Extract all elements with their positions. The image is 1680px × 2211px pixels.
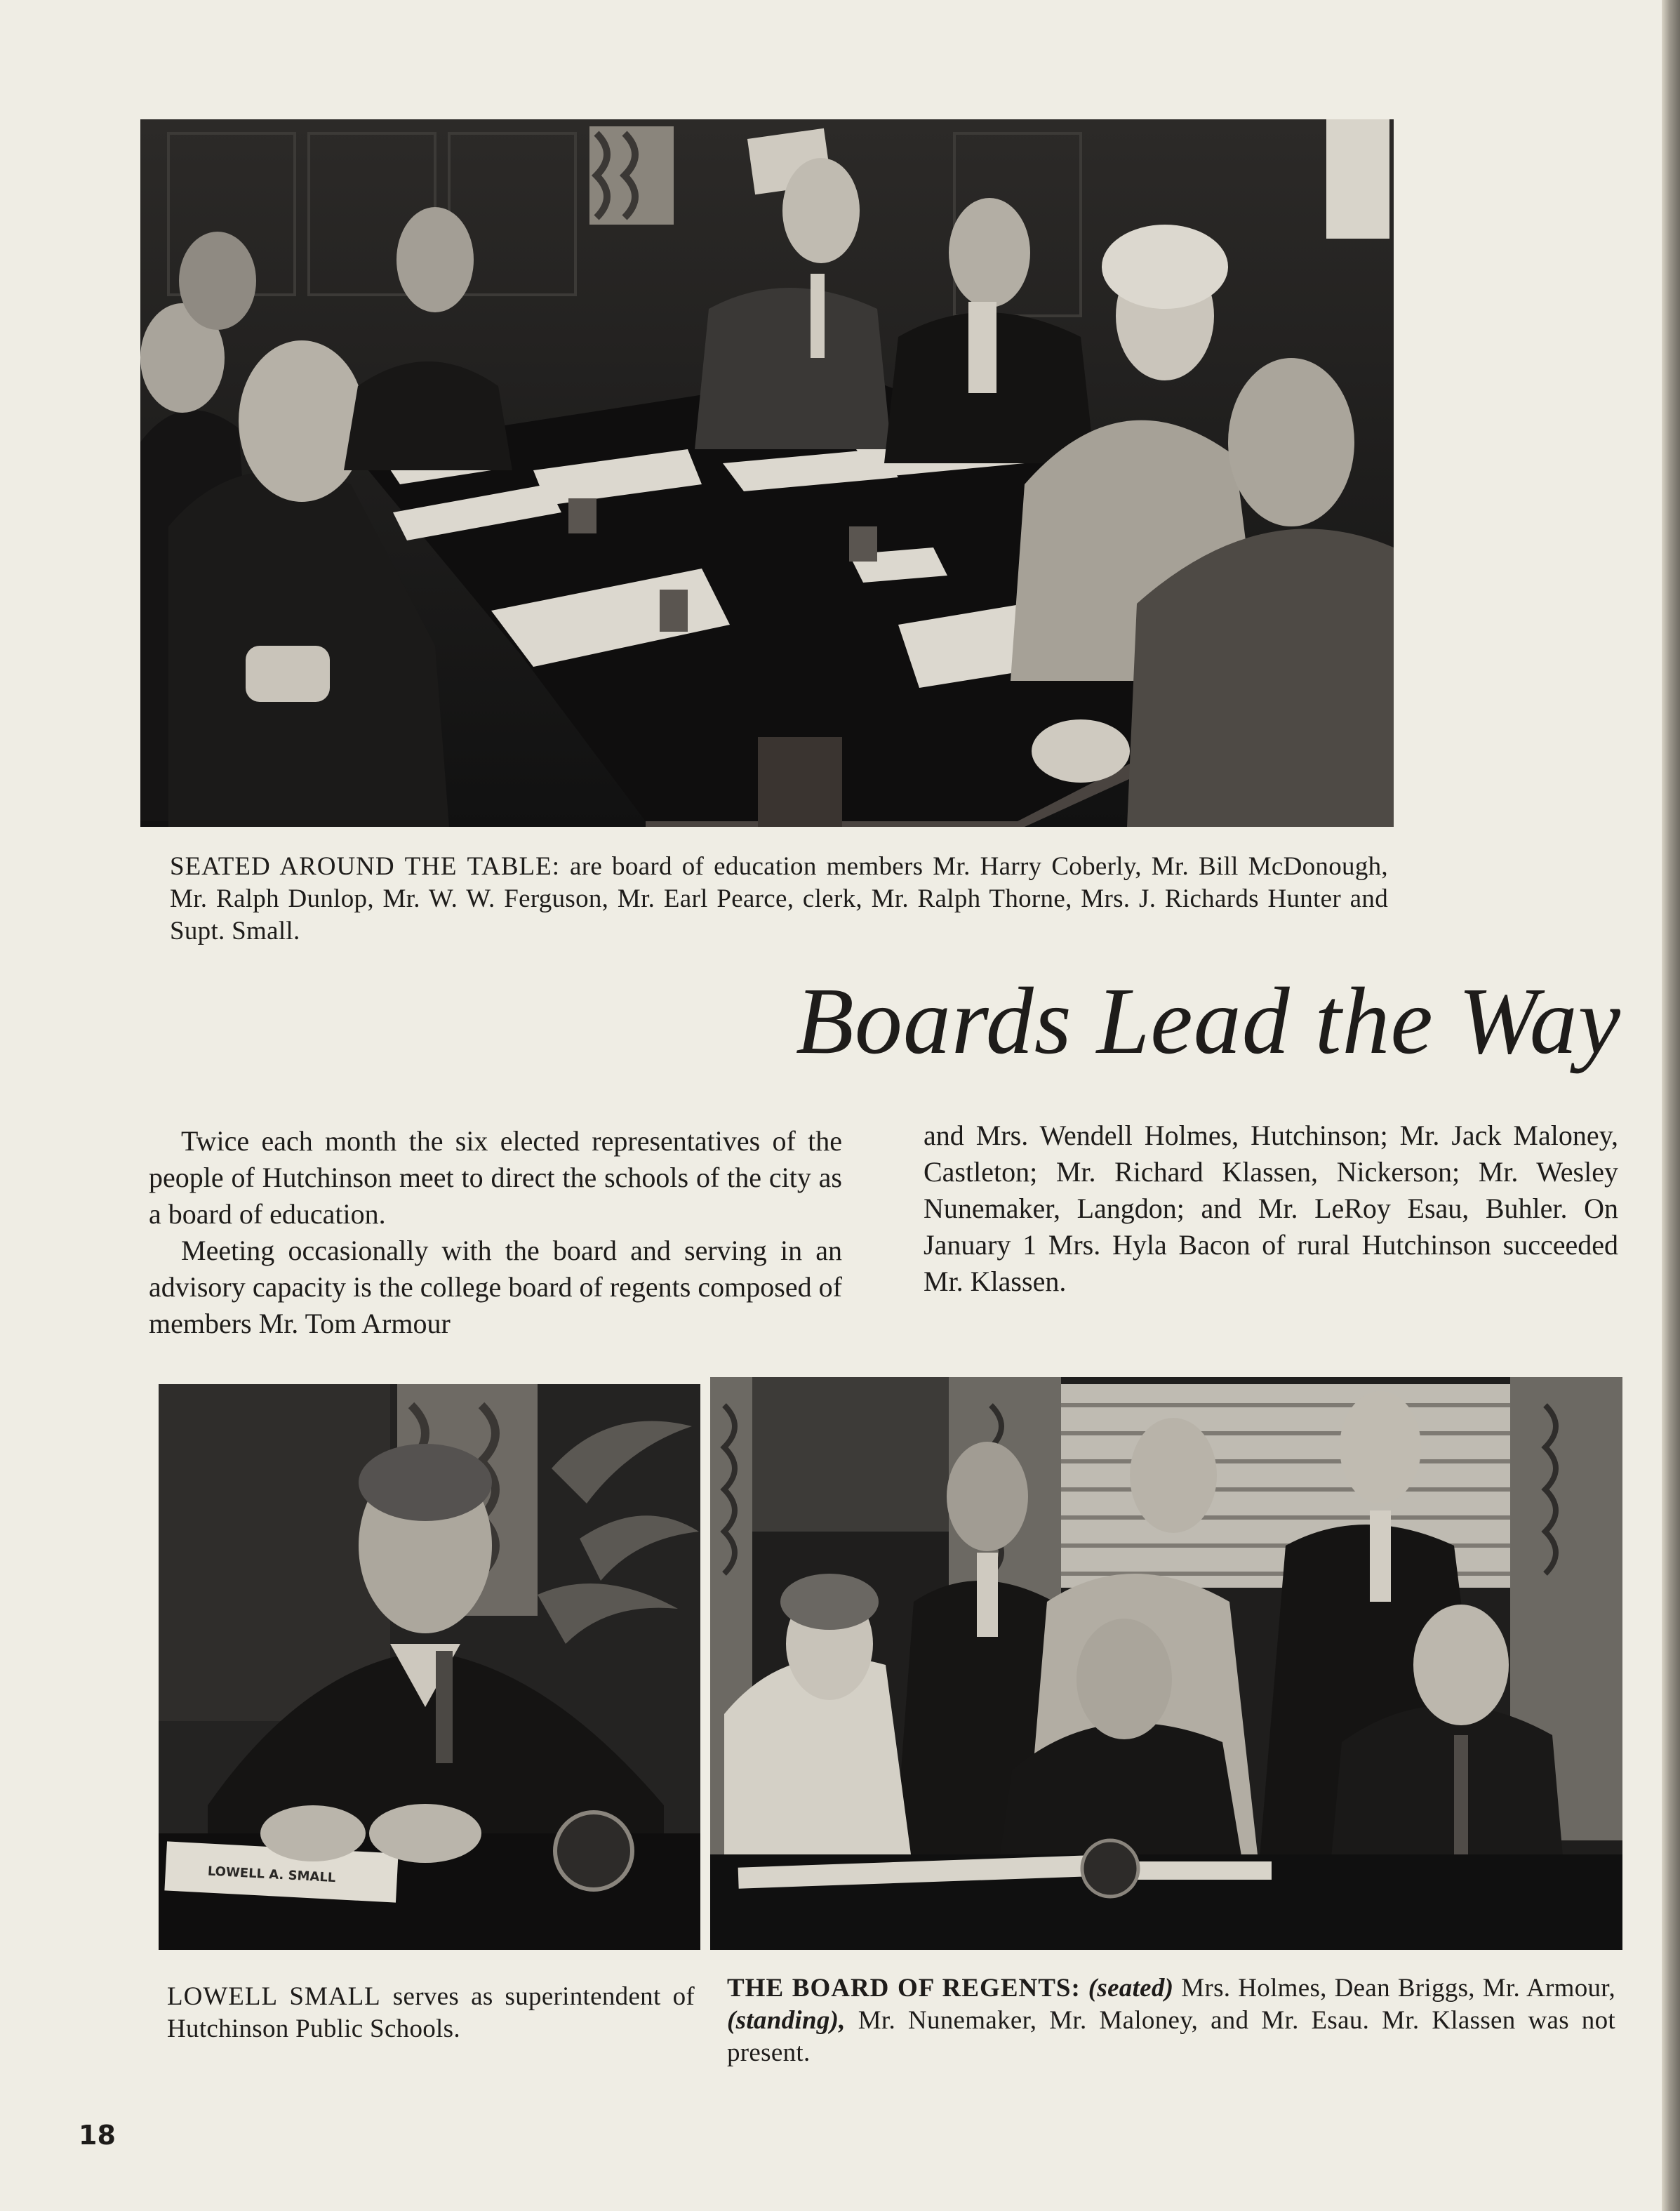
body-column-right — [924, 1117, 1618, 1300]
top-photo-caption — [170, 851, 1388, 948]
body-column-left — [149, 1123, 842, 1342]
caption-lead: SEATED AROUND THE TABLE: — [170, 852, 561, 881]
caption-seated: (seated) — [1088, 1974, 1174, 2003]
body-paragraph-1: Twice each month the six elected representatives of the people of Hutchinson meet to direct the schools of the city as a board of education. — [149, 1125, 842, 1230]
caption-text: serves as superintendent of Hutchinson Public Schools. — [167, 1982, 695, 2043]
regents-caption — [727, 1972, 1615, 2069]
caption-text-mid: Mrs. Holmes, Dean Briggs, Mr. Armour, — [1173, 1974, 1615, 2003]
body-paragraph-3: and Mrs. Wendell Holmes, Hutchinson; Mr. Jack Maloney, Castleton; Mr. Richard Klassen, Nickerson; Mr. Wesley Nunemaker, Langdon; and Mr. LeRoy Esau, Buhler. On January 1 Mrs. Hyla Bacon of rural Hutchinson succeeded Mr. Klassen. — [924, 1120, 1618, 1297]
caption-lead: LOWELL SMALL — [167, 1982, 381, 2011]
board-meeting-photo — [140, 119, 1394, 827]
book-spine-shadow — [1662, 0, 1680, 2211]
board-of-regents-photo — [710, 1377, 1622, 1950]
desk-nameplate-text: LOWELL A. SMALL — [207, 1864, 336, 1886]
caption-text: are board of education members Mr. Harry Coberly, Mr. Bill McDonough, Mr. Ralph Dunlop, Mr. W. W. Ferguson, Mr. Earl Pearce, clerk, Mr. Ralph Thorne, Mrs. J. Richards Hunter and Supt. Small. — [170, 852, 1388, 945]
body-paragraph-2: Meeting occasionally with the board and serving in an advisory capacity is the college board of regents composed of members Mr. Tom Armour — [149, 1235, 842, 1339]
caption-text-end: Mr. Nunemaker, Mr. Maloney, and Mr. Esau. Mr. Klassen was not present. — [727, 2006, 1615, 2067]
caption-lead: THE BOARD OF REGENTS: — [727, 1974, 1081, 2003]
superintendent-photo — [159, 1384, 700, 1950]
superintendent-caption — [167, 1981, 695, 2045]
page-number: 18 — [79, 2120, 116, 2151]
page-title: Boards Lead the Way — [795, 969, 1621, 1074]
caption-standing: (standing), — [727, 2006, 846, 2035]
